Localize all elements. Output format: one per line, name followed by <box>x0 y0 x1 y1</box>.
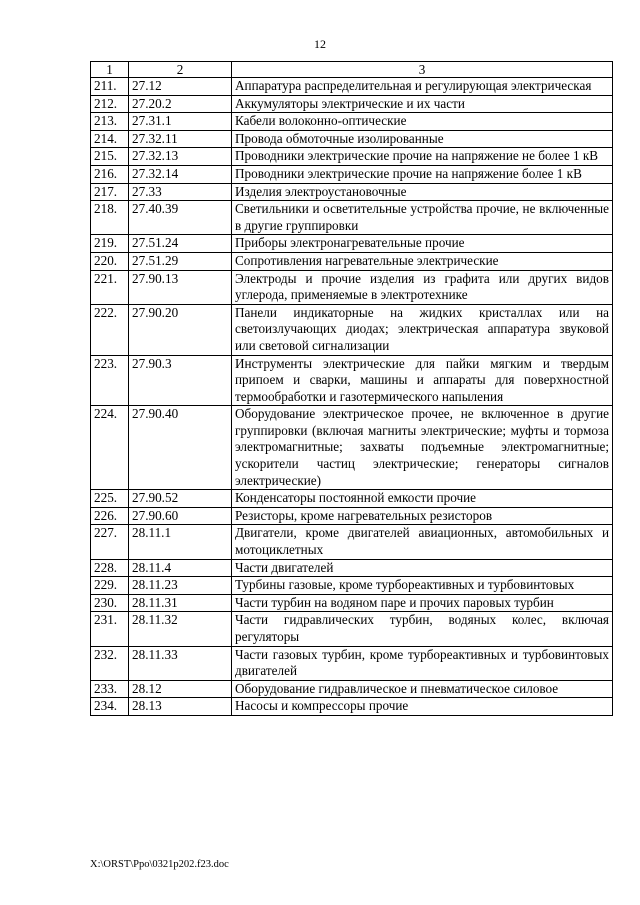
footer-file-path: X:\ORST\Ppo\0321p202.f23.doc <box>90 859 229 870</box>
table-row <box>91 698 613 716</box>
row-code-cell: 27.32.14 <box>129 165 232 183</box>
row-name-cell: Части гидравлических турбин, водяных колес, включая регуляторы <box>232 612 613 646</box>
row-number-cell: 214. <box>91 130 129 148</box>
row-name-cell: Сопротивления нагревательные электрические <box>232 252 613 270</box>
column-header-name: 3 <box>232 62 613 78</box>
row-number-cell: 212. <box>91 95 129 113</box>
row-number-cell: 221. <box>91 270 129 304</box>
table-row <box>91 130 613 148</box>
page-number: 12 <box>314 37 326 51</box>
row-name-cell: Приборы электронагревательные прочие <box>232 235 613 253</box>
row-code-cell: 27.90.3 <box>129 355 232 406</box>
row-name-cell: Части турбин на водяном паре и прочих паровых турбин <box>232 594 613 612</box>
row-number-cell: 233. <box>91 680 129 698</box>
row-code-cell: 27.40.39 <box>129 201 232 235</box>
row-number-cell: 213. <box>91 113 129 131</box>
row-code-cell: 27.51.29 <box>129 252 232 270</box>
row-name-cell: Панели индикаторные на жидких кристаллах или на светоизлучающих диодах; электрическая аппаратура звуковой или световой сигнализации <box>232 304 613 355</box>
row-name-cell: Части газовых турбин, кроме турбореактивных и турбовинтовых двигателей <box>232 646 613 680</box>
table-header-row <box>91 62 613 78</box>
row-code-cell: 27.32.13 <box>129 148 232 166</box>
row-number-cell: 232. <box>91 646 129 680</box>
row-name-cell: Части двигателей <box>232 559 613 577</box>
row-name-cell: Резисторы, кроме нагревательных резисторов <box>232 507 613 525</box>
row-number-cell: 219. <box>91 235 129 253</box>
table-row <box>91 270 613 304</box>
table-row <box>91 559 613 577</box>
row-code-cell: 28.12 <box>129 680 232 698</box>
table-row <box>91 183 613 201</box>
row-number-cell: 216. <box>91 165 129 183</box>
row-name-cell: Аппаратура распределительная и регулирующая электрическая <box>232 78 613 96</box>
table-row <box>91 612 613 646</box>
document-table <box>90 61 613 716</box>
row-name-cell: Светильники и осветительные устройства прочие, не включенные в другие группировки <box>232 201 613 235</box>
row-code-cell: 27.12 <box>129 78 232 96</box>
row-name-cell: Оборудование электрическое прочее, не включенное в другие группировки (включая магниты электрические; муфты и тормоза электромагнитные; захваты подъемные электромагнитные; ускорители частиц электрические; генераторы сигналов электрические) <box>232 406 613 490</box>
column-header-number: 1 <box>91 62 129 78</box>
row-number-cell: 228. <box>91 559 129 577</box>
table-row <box>91 95 613 113</box>
row-name-cell: Аккумуляторы электрические и их части <box>232 95 613 113</box>
table-row <box>91 490 613 508</box>
row-name-cell: Оборудование гидравлическое и пневматическое силовое <box>232 680 613 698</box>
row-code-cell: 27.32.11 <box>129 130 232 148</box>
row-number-cell: 223. <box>91 355 129 406</box>
row-code-cell: 28.11.4 <box>129 559 232 577</box>
row-code-cell: 27.31.1 <box>129 113 232 131</box>
table-row <box>91 113 613 131</box>
table-row <box>91 235 613 253</box>
table-body <box>91 78 613 716</box>
row-number-cell: 226. <box>91 507 129 525</box>
row-number-cell: 229. <box>91 577 129 595</box>
table-row <box>91 201 613 235</box>
row-code-cell: 27.90.60 <box>129 507 232 525</box>
row-number-cell: 222. <box>91 304 129 355</box>
row-number-cell: 225. <box>91 490 129 508</box>
table-row <box>91 148 613 166</box>
row-code-cell: 27.51.24 <box>129 235 232 253</box>
row-code-cell: 27.90.13 <box>129 270 232 304</box>
row-name-cell: Провода обмоточные изолированные <box>232 130 613 148</box>
row-code-cell: 28.11.1 <box>129 525 232 559</box>
row-number-cell: 227. <box>91 525 129 559</box>
row-name-cell: Проводники электрические прочие на напряжение более 1 кВ <box>232 165 613 183</box>
row-code-cell: 27.20.2 <box>129 95 232 113</box>
row-code-cell: 27.90.20 <box>129 304 232 355</box>
column-header-code: 2 <box>129 62 232 78</box>
row-code-cell: 28.11.33 <box>129 646 232 680</box>
table-row <box>91 680 613 698</box>
row-name-cell: Конденсаторы постоянной емкости прочие <box>232 490 613 508</box>
row-name-cell: Двигатели, кроме двигателей авиационных, автомобильных и мотоциклетных <box>232 525 613 559</box>
table-row <box>91 577 613 595</box>
table-row <box>91 507 613 525</box>
row-number-cell: 224. <box>91 406 129 490</box>
row-number-cell: 230. <box>91 594 129 612</box>
table-row <box>91 646 613 680</box>
row-number-cell: 217. <box>91 183 129 201</box>
row-name-cell: Турбины газовые, кроме турбореактивных и турбовинтовых <box>232 577 613 595</box>
row-name-cell: Проводники электрические прочие на напряжение не более 1 кВ <box>232 148 613 166</box>
row-number-cell: 234. <box>91 698 129 716</box>
table-row <box>91 78 613 96</box>
row-code-cell: 27.90.40 <box>129 406 232 490</box>
table-row <box>91 355 613 406</box>
row-number-cell: 220. <box>91 252 129 270</box>
row-name-cell: Насосы и компрессоры прочие <box>232 698 613 716</box>
row-name-cell: Кабели волоконно-оптические <box>232 113 613 131</box>
row-code-cell: 28.11.32 <box>129 612 232 646</box>
row-name-cell: Электроды и прочие изделия из графита или других видов углерода, применяемые в электротехнике <box>232 270 613 304</box>
row-code-cell: 27.33 <box>129 183 232 201</box>
table-row <box>91 304 613 355</box>
row-number-cell: 211. <box>91 78 129 96</box>
row-number-cell: 215. <box>91 148 129 166</box>
row-code-cell: 28.13 <box>129 698 232 716</box>
table-row <box>91 406 613 490</box>
row-name-cell: Изделия электроустановочные <box>232 183 613 201</box>
table-row <box>91 594 613 612</box>
table-row <box>91 252 613 270</box>
row-number-cell: 231. <box>91 612 129 646</box>
row-name-cell: Инструменты электрические для пайки мягким и твердым припоем и сварки, машины и аппараты для поверхностной термообработки и газотермического напыления <box>232 355 613 406</box>
row-number-cell: 218. <box>91 201 129 235</box>
table-row <box>91 165 613 183</box>
table-row <box>91 525 613 559</box>
row-code-cell: 28.11.23 <box>129 577 232 595</box>
row-code-cell: 27.90.52 <box>129 490 232 508</box>
row-code-cell: 28.11.31 <box>129 594 232 612</box>
